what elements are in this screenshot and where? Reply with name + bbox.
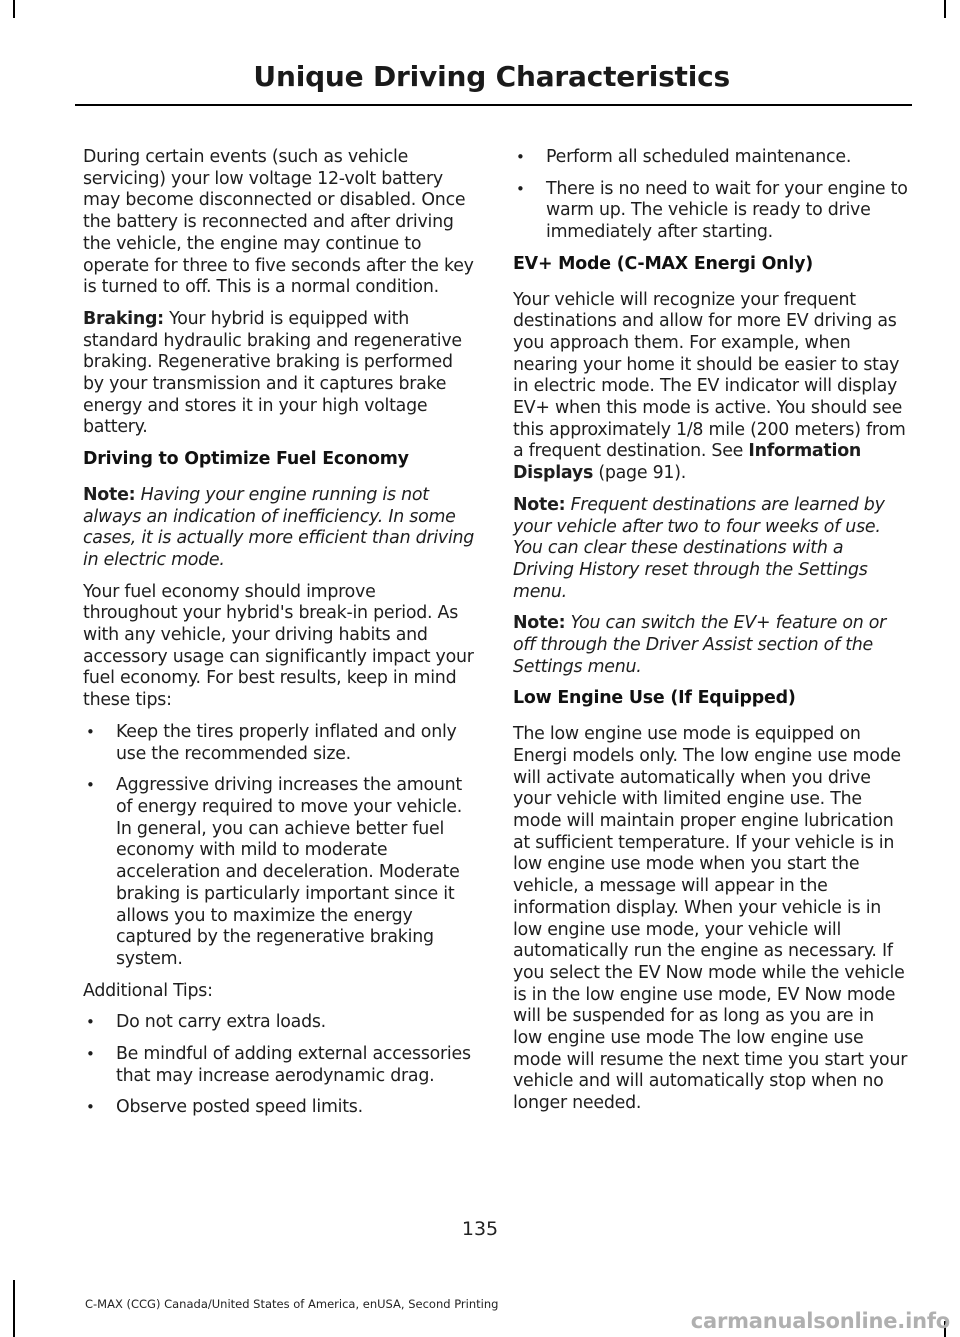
braking-paragraph <box>83 309 475 439</box>
list-item: • Be mindful of adding external accessories that may increase aerodynamic drag. <box>86 1044 471 1086</box>
section-heading-ev-plus-mode: EV+ Mode (C-MAX Energi Only) <box>513 253 813 274</box>
page-title: Unique Driving Characteristics <box>253 60 730 93</box>
more-tips-list <box>513 147 908 244</box>
list-item: • Do not carry extra loads. <box>86 1012 326 1033</box>
information-displays-link[interactable]: Information Displays <box>513 441 862 484</box>
list-item: • Perform all scheduled maintenance. <box>516 147 852 167</box>
note-label: Note: <box>83 484 136 505</box>
list-item: • Keep the tires properly inflated and only use the recommended size. <box>86 721 457 764</box>
list-item: • Aggressive driving increases the amount of energy required to move your vehicle. In general, you can achieve better fuel economy with mild to moderate acceleration and deceleration. Moderate braking is particularly important since it allows you to maximize the energy captured by the regenerative braking system. <box>86 775 462 969</box>
bullet-icon: • <box>86 1098 95 1117</box>
crop-mark-top-right <box>944 0 946 18</box>
fuel-economy-paragraph: Your fuel economy should improve throughout your hybrid's break-in period. As with any vehicle, your driving habits and accessory usage can significantly impact your fuel economy. For best results, keep in mind these tips: <box>83 581 474 711</box>
list-item: • There is no need to wait for your engine to warm up. The vehicle is ready to drive immediately after starting. <box>516 178 908 243</box>
bullet-icon: • <box>86 776 95 795</box>
bullet-icon: • <box>86 1013 95 1032</box>
ev-plus-paragraph: Your vehicle will recognize your frequent destinations and allow for more EV driving as you approach them. For example, when nearing your home it should be easier to stay in electric mode. The EV indicator will display EV+ when this mode is active. You should see this approximately 1/8 mile (200 meters) from a frequent destination. See Information Displays (page 91). <box>513 289 906 484</box>
bullet-icon: • <box>516 179 525 198</box>
note-text: Having your engine running is not always an indication of inefficiency. In some cases, it is actually more efficient than driving in electric mode. <box>83 484 475 570</box>
right-column <box>513 147 908 1125</box>
bullet-icon: • <box>516 148 525 166</box>
page-number: 135 <box>461 1218 499 1240</box>
note-frequent-destinations <box>513 495 908 604</box>
note-text: Frequent destinations are learned by your vehicle after two to four weeks of use. You can clear these destinations with a Driving History reset through the Settings menu. <box>513 494 885 602</box>
additional-tips-label: Additional Tips: <box>83 980 213 1001</box>
additional-tips-list <box>83 1012 475 1119</box>
low-engine-use-paragraph: The low engine use mode is equipped on Energi models only. The low engine use mode will activate automatically when you drive your vehicle with limited engine use. The mode will maintain proper engine lubrication at sufficient temperature. If your vehicle is in low engine use mode when you start the vehicle, a message will appear in the information display. When your vehicle is in low engine use mode, your vehicle will automatically run the engine as necessary. If you select the EV Now mode while the vehicle is in the low engine use mode, EV Now mode will be suspended for as long as you are in low engine use mode The low engine use mode will resume the next time you start your vehicle and will automatically stop when no longer needed. <box>513 724 908 1114</box>
section-heading-low-engine-use: Low Engine Use (If Equipped) <box>513 688 796 709</box>
fuel-tips-list <box>83 722 475 971</box>
note-ev-plus-toggle <box>513 613 908 678</box>
braking-label: Braking: <box>83 308 164 329</box>
note-text: You can switch the EV+ feature on or off through the Driver Assist section of the Settings menu. <box>513 613 887 677</box>
bullet-icon: • <box>86 722 95 741</box>
header-divider <box>75 104 912 106</box>
section-heading-fuel-economy: Driving to Optimize Fuel Economy <box>83 449 409 470</box>
left-column <box>83 147 475 1129</box>
note-label: Note: <box>513 613 566 634</box>
crop-mark-bottom-left <box>13 1280 15 1337</box>
braking-text: Your hybrid is equipped with standard hydraulic braking and regenerative braking. Regenerative braking is performed by your transmission and it captures brake energy and stores it in your high voltage battery. <box>83 308 462 438</box>
watermark: carmanualsonline.info <box>690 1309 950 1333</box>
bullet-icon: • <box>86 1045 95 1064</box>
battery-paragraph: During certain events (such as vehicle servicing) your low voltage 12-volt battery may become disconnected or disabled. Once the battery is reconnected and after driving the vehicle, the engine may continue to operate for three to five seconds after the key is turned to off. This is a normal condition. <box>83 147 474 298</box>
note-engine-running <box>83 485 475 572</box>
crop-mark-top-left <box>13 0 15 18</box>
footer-print-info: C-MAX (CCG) Canada/United States of America, enUSA, Second Printing <box>85 1297 499 1311</box>
note-label: Note: <box>513 494 566 515</box>
list-item: • Observe posted speed limits. <box>86 1097 363 1118</box>
